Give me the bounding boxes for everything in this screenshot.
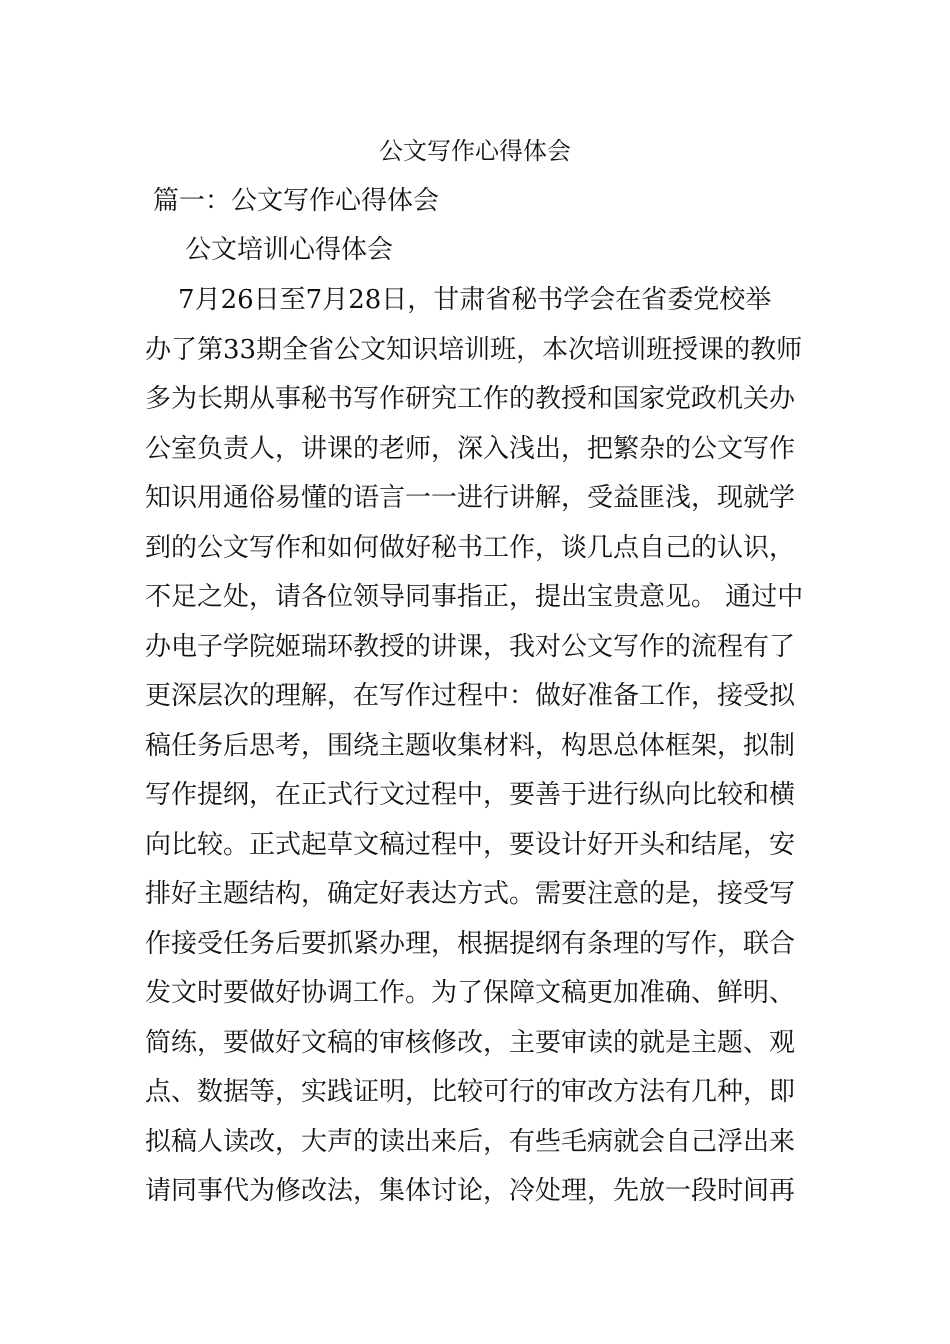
body-line: 更深层次的理解，在写作过程中：做好准备工作，接受拟 <box>145 681 796 711</box>
body-line: 多为长期从事秘书写作研究工作的教授和国家党政机关办 <box>145 384 796 414</box>
body-line: 作接受任务后要抓紧办理，根据提纲有条理的写作，联合 <box>145 928 796 959</box>
body-line: 7月26日至7月28日，甘肃省秘书学会在省委党校举 <box>145 285 772 315</box>
body-line: 请同事代为修改法，集体讨论，冷处理，先放一段时间再 <box>145 1176 796 1206</box>
section-heading: 公文培训心得体会 <box>185 235 394 265</box>
document-title: 公文写作心得体会 <box>379 137 571 165</box>
body-paragraph <box>145 282 825 1223</box>
body-line: 点、数据等，实践证明，比较可行的审改方法有几种，即 <box>145 1077 796 1107</box>
chapter-heading: 篇一：公文写作心得体会 <box>153 186 440 216</box>
body-line: 知识用通俗易懂的语言一一进行讲解，受益匪浅，现就学 <box>145 483 796 513</box>
body-line: 发文时要做好协调工作。为了保障文稿更加准确、鲜明、 <box>145 978 796 1008</box>
body-line: 简练，要做好文稿的审核修改，主要审读的就是主题、观 <box>145 1027 796 1058</box>
body-line: 向比较。正式起草文稿过程中，要设计好开头和结尾，安 <box>145 829 796 860</box>
body-line: 公室负责人，讲课的老师，深入浅出，把繁杂的公文写作 <box>145 433 796 464</box>
body-line: 写作提纲，在正式行文过程中，要善于进行纵向比较和横 <box>145 780 796 810</box>
body-line: 不足之处，请各位领导同事指正，提出宝贵意见。 通过中 <box>145 582 804 612</box>
body-line: 到的公文写作和如何做好秘书工作，谈几点自己的认识， <box>145 532 796 563</box>
body-line: 排好主题结构，确定好表达方式。需要注意的是，接受写 <box>145 879 796 909</box>
body-line: 稿任务后思考，围绕主题收集材料，构思总体框架，拟制 <box>145 730 796 761</box>
body-line: 办电子学院姬瑞环教授的讲课，我对公文写作的流程有了 <box>145 631 796 662</box>
body-line: 拟稿人读改，大声的读出来后，有些毛病就会自己浮出来 <box>145 1126 796 1157</box>
body-line: 办了第33期全省公文知识培训班，本次培训班授课的教师 <box>145 334 803 365</box>
